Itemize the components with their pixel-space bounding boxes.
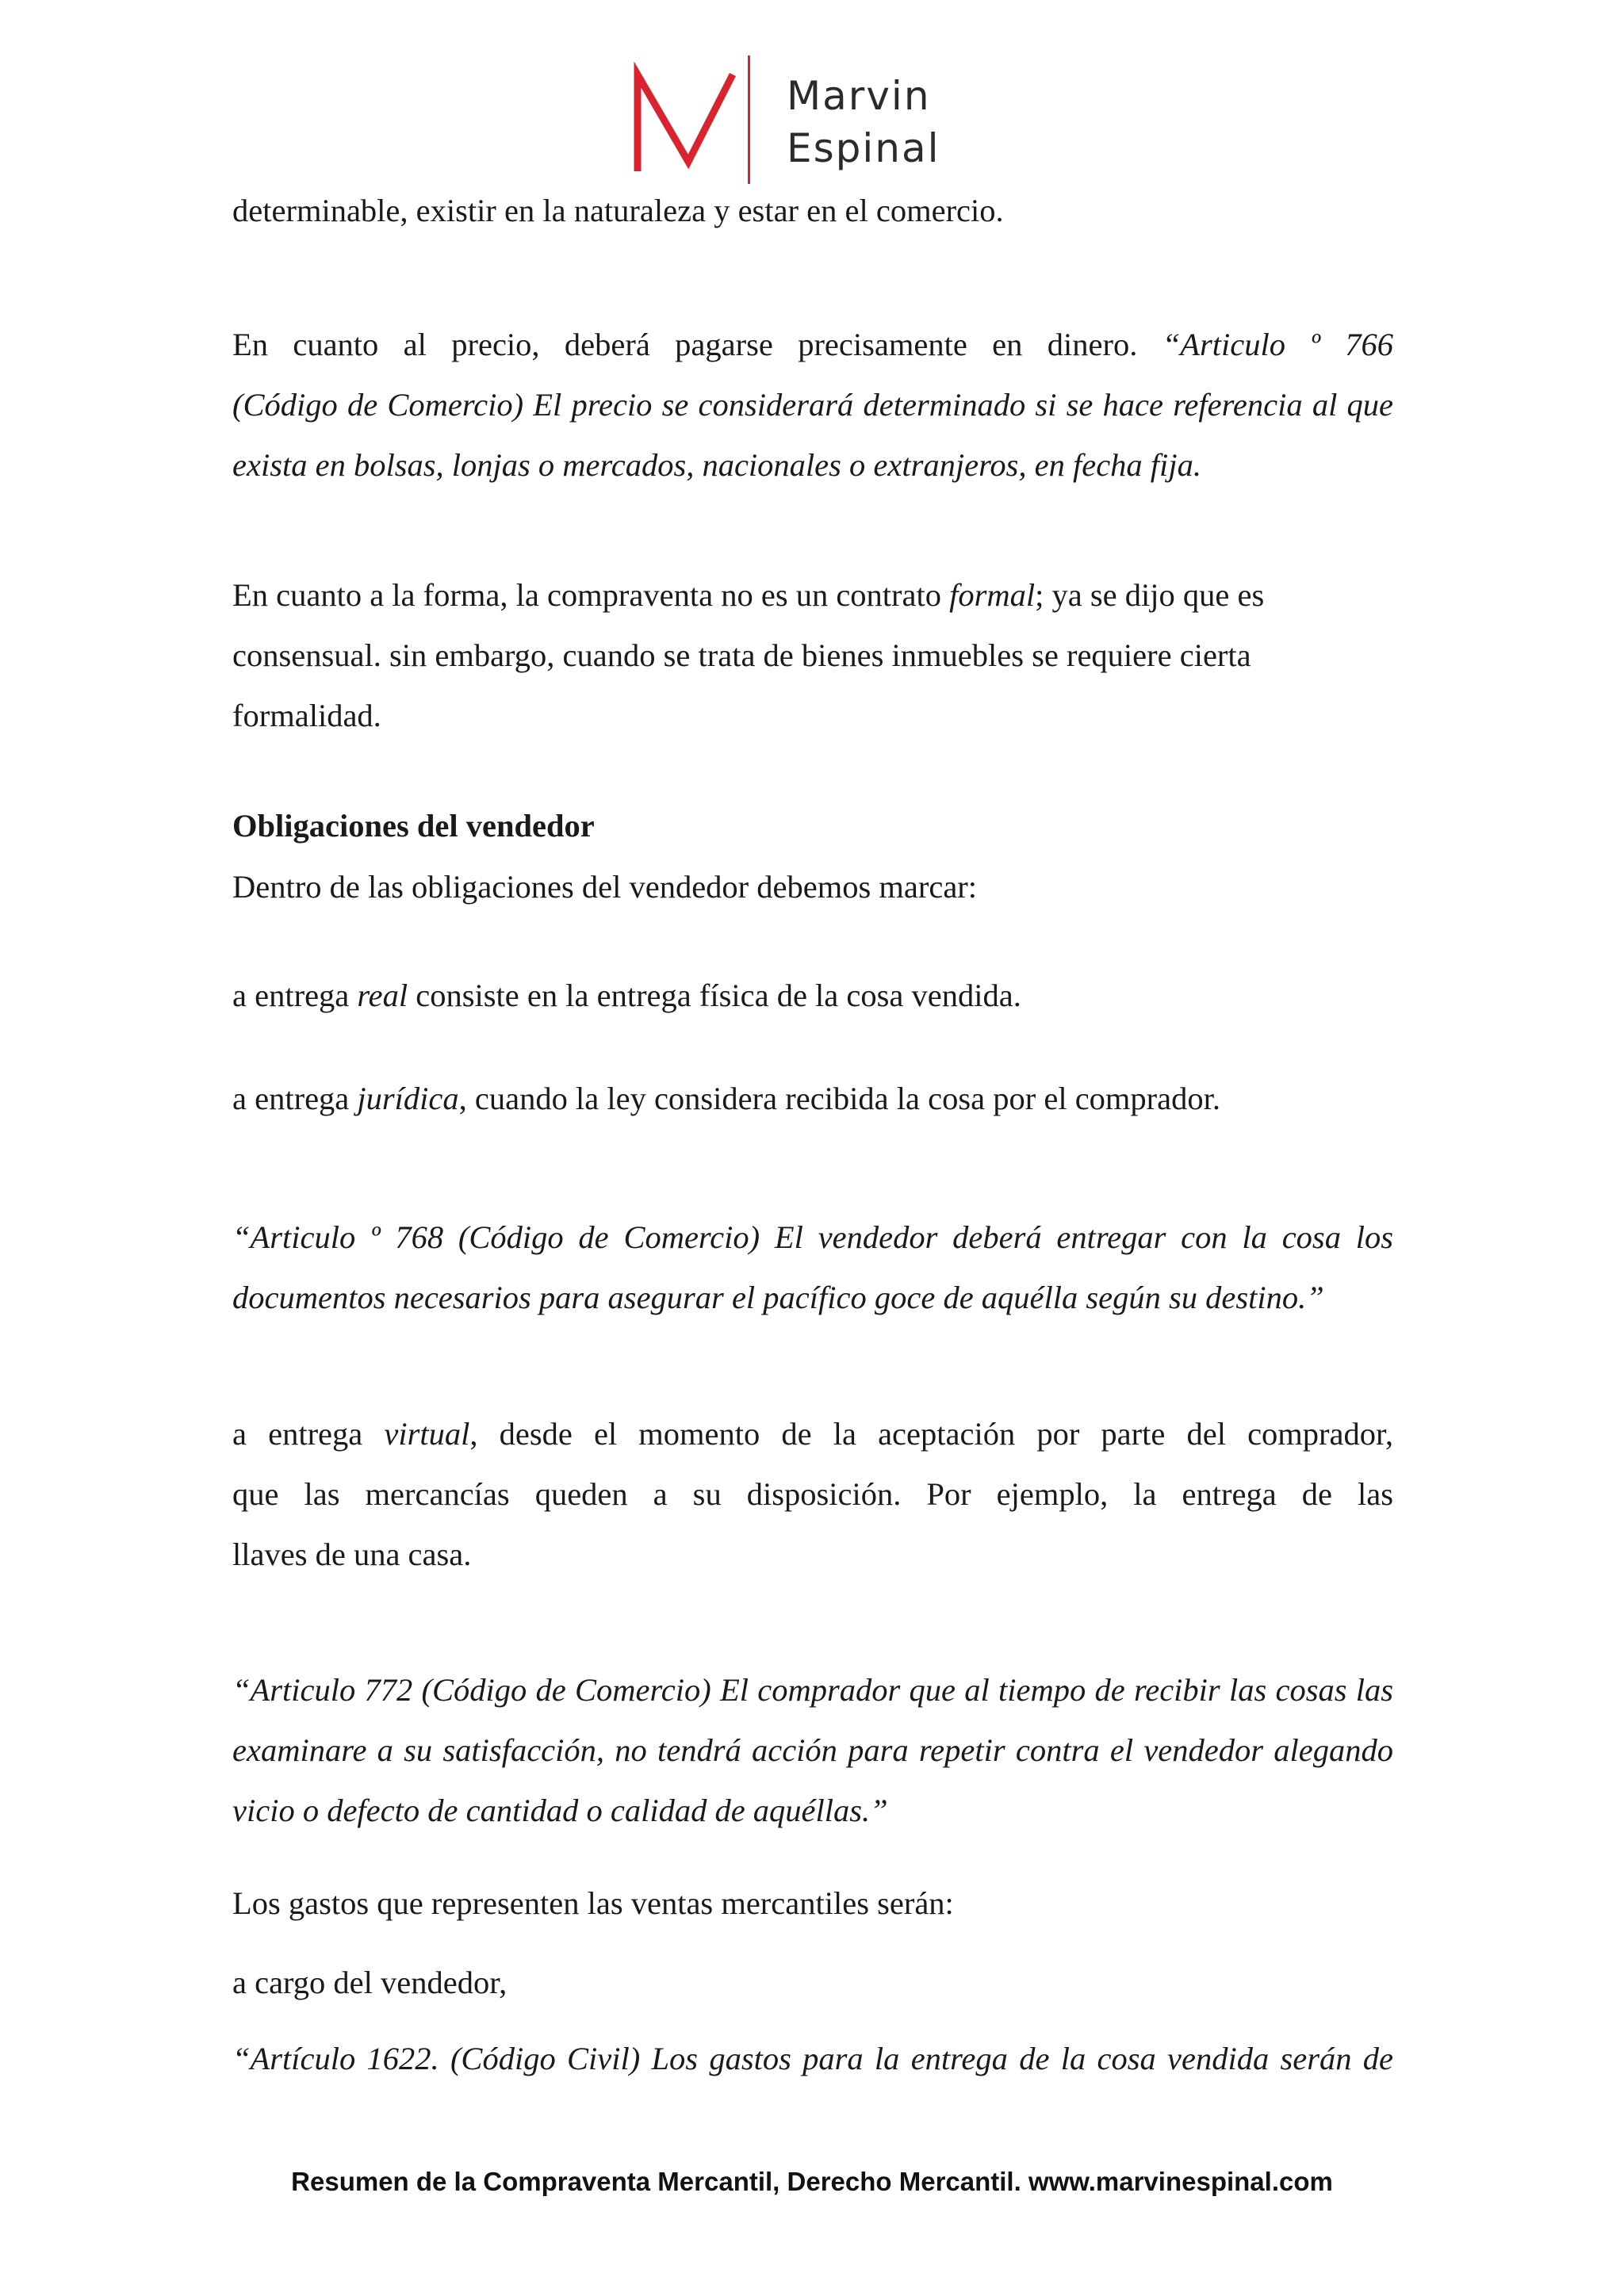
brand-name-line2: Espinal <box>787 125 940 171</box>
list-item-virtual-delivery-line2: que las mercancías queden a su disposición. Por ejemplo, la entrega de las <box>232 1476 1393 1512</box>
article-1622-quote-line1: “Artículo 1622. (Código Civil) Los gastos para la entrega de la cosa vendida serán de <box>232 2041 1393 2076</box>
emphasis-formal: formal <box>949 577 1036 613</box>
article-766-quote-start: “Articulo º 766 <box>1162 327 1393 362</box>
list-item-virtual-delivery-line3: llaves de una casa. <box>232 1536 472 1572</box>
article-772-quote-line1: “Articulo 772 (Código de Comercio) El comprador que al tiempo de recibir las cosas las <box>232 1672 1393 1708</box>
article-766-quote-line2: (Código de Comercio) El precio se considerará determinado si se hace referencia al que <box>232 387 1393 423</box>
section-heading: Obligaciones del vendedor <box>232 808 595 844</box>
paragraph-obligations-intro: Dentro de las obligaciones del vendedor debemos marcar: <box>232 869 978 905</box>
paragraph-expenses: Los gastos que representen las ventas mercantiles serán: <box>232 1885 954 1921</box>
article-768-quote-line1: “Articulo º 768 (Código de Comercio) El vendedor deberá entregar con la cosa los <box>232 1219 1393 1255</box>
marvin-espinal-logo-mark <box>631 52 750 187</box>
article-766-quote-line3: exista en bolsas, lonjas o mercados, nacionales o extranjeros, en fecha fija. <box>232 447 1201 483</box>
brand-logo <box>631 52 964 187</box>
paragraph-form-line3: formalidad. <box>232 698 381 733</box>
paragraph-form-line2: consensual. sin embargo, cuando se trata de bienes inmuebles se requiere cierta <box>232 637 1251 673</box>
list-item-juridical-delivery: a entrega jurídica, cuando la ley considera recibida la cosa por el comprador. <box>232 1081 1221 1116</box>
article-772-quote-line3: vicio o defecto de cantidad o calidad de aquéllas.” <box>232 1793 888 1828</box>
paragraph-object-end: determinable, existir en la naturaleza y estar en el comercio. <box>232 193 1004 228</box>
brand-name-line1: Marvin <box>787 73 931 119</box>
page-footer: Resumen de la Compraventa Mercantil, Derecho Mercantil. www.marvinespinal.com <box>291 2167 1333 2196</box>
list-item-real-delivery: a entrega real consiste en la entrega física de la cosa vendida. <box>232 978 1021 1013</box>
list-item-seller-cost: a cargo del vendedor, <box>232 1965 508 2000</box>
article-772-quote-line2: examinare a su satisfacción, no tendrá acción para repetir contra el vendedor alegando <box>232 1732 1393 1768</box>
paragraph-price-line1: En cuanto al precio, deberá pagarse precisamente en dinero. “Articulo º 766 <box>232 327 1393 362</box>
paragraph-form-line1: En cuanto a la forma, la compraventa no es un contrato formal; ya se dijo que es <box>232 577 1265 613</box>
list-item-virtual-delivery-line1: a entrega virtual, desde el momento de la aceptación por parte del comprador, <box>232 1416 1393 1452</box>
article-768-quote-line2: documentos necesarios para asegurar el pacífico goce de aquélla según su destino.” <box>232 1280 1324 1315</box>
